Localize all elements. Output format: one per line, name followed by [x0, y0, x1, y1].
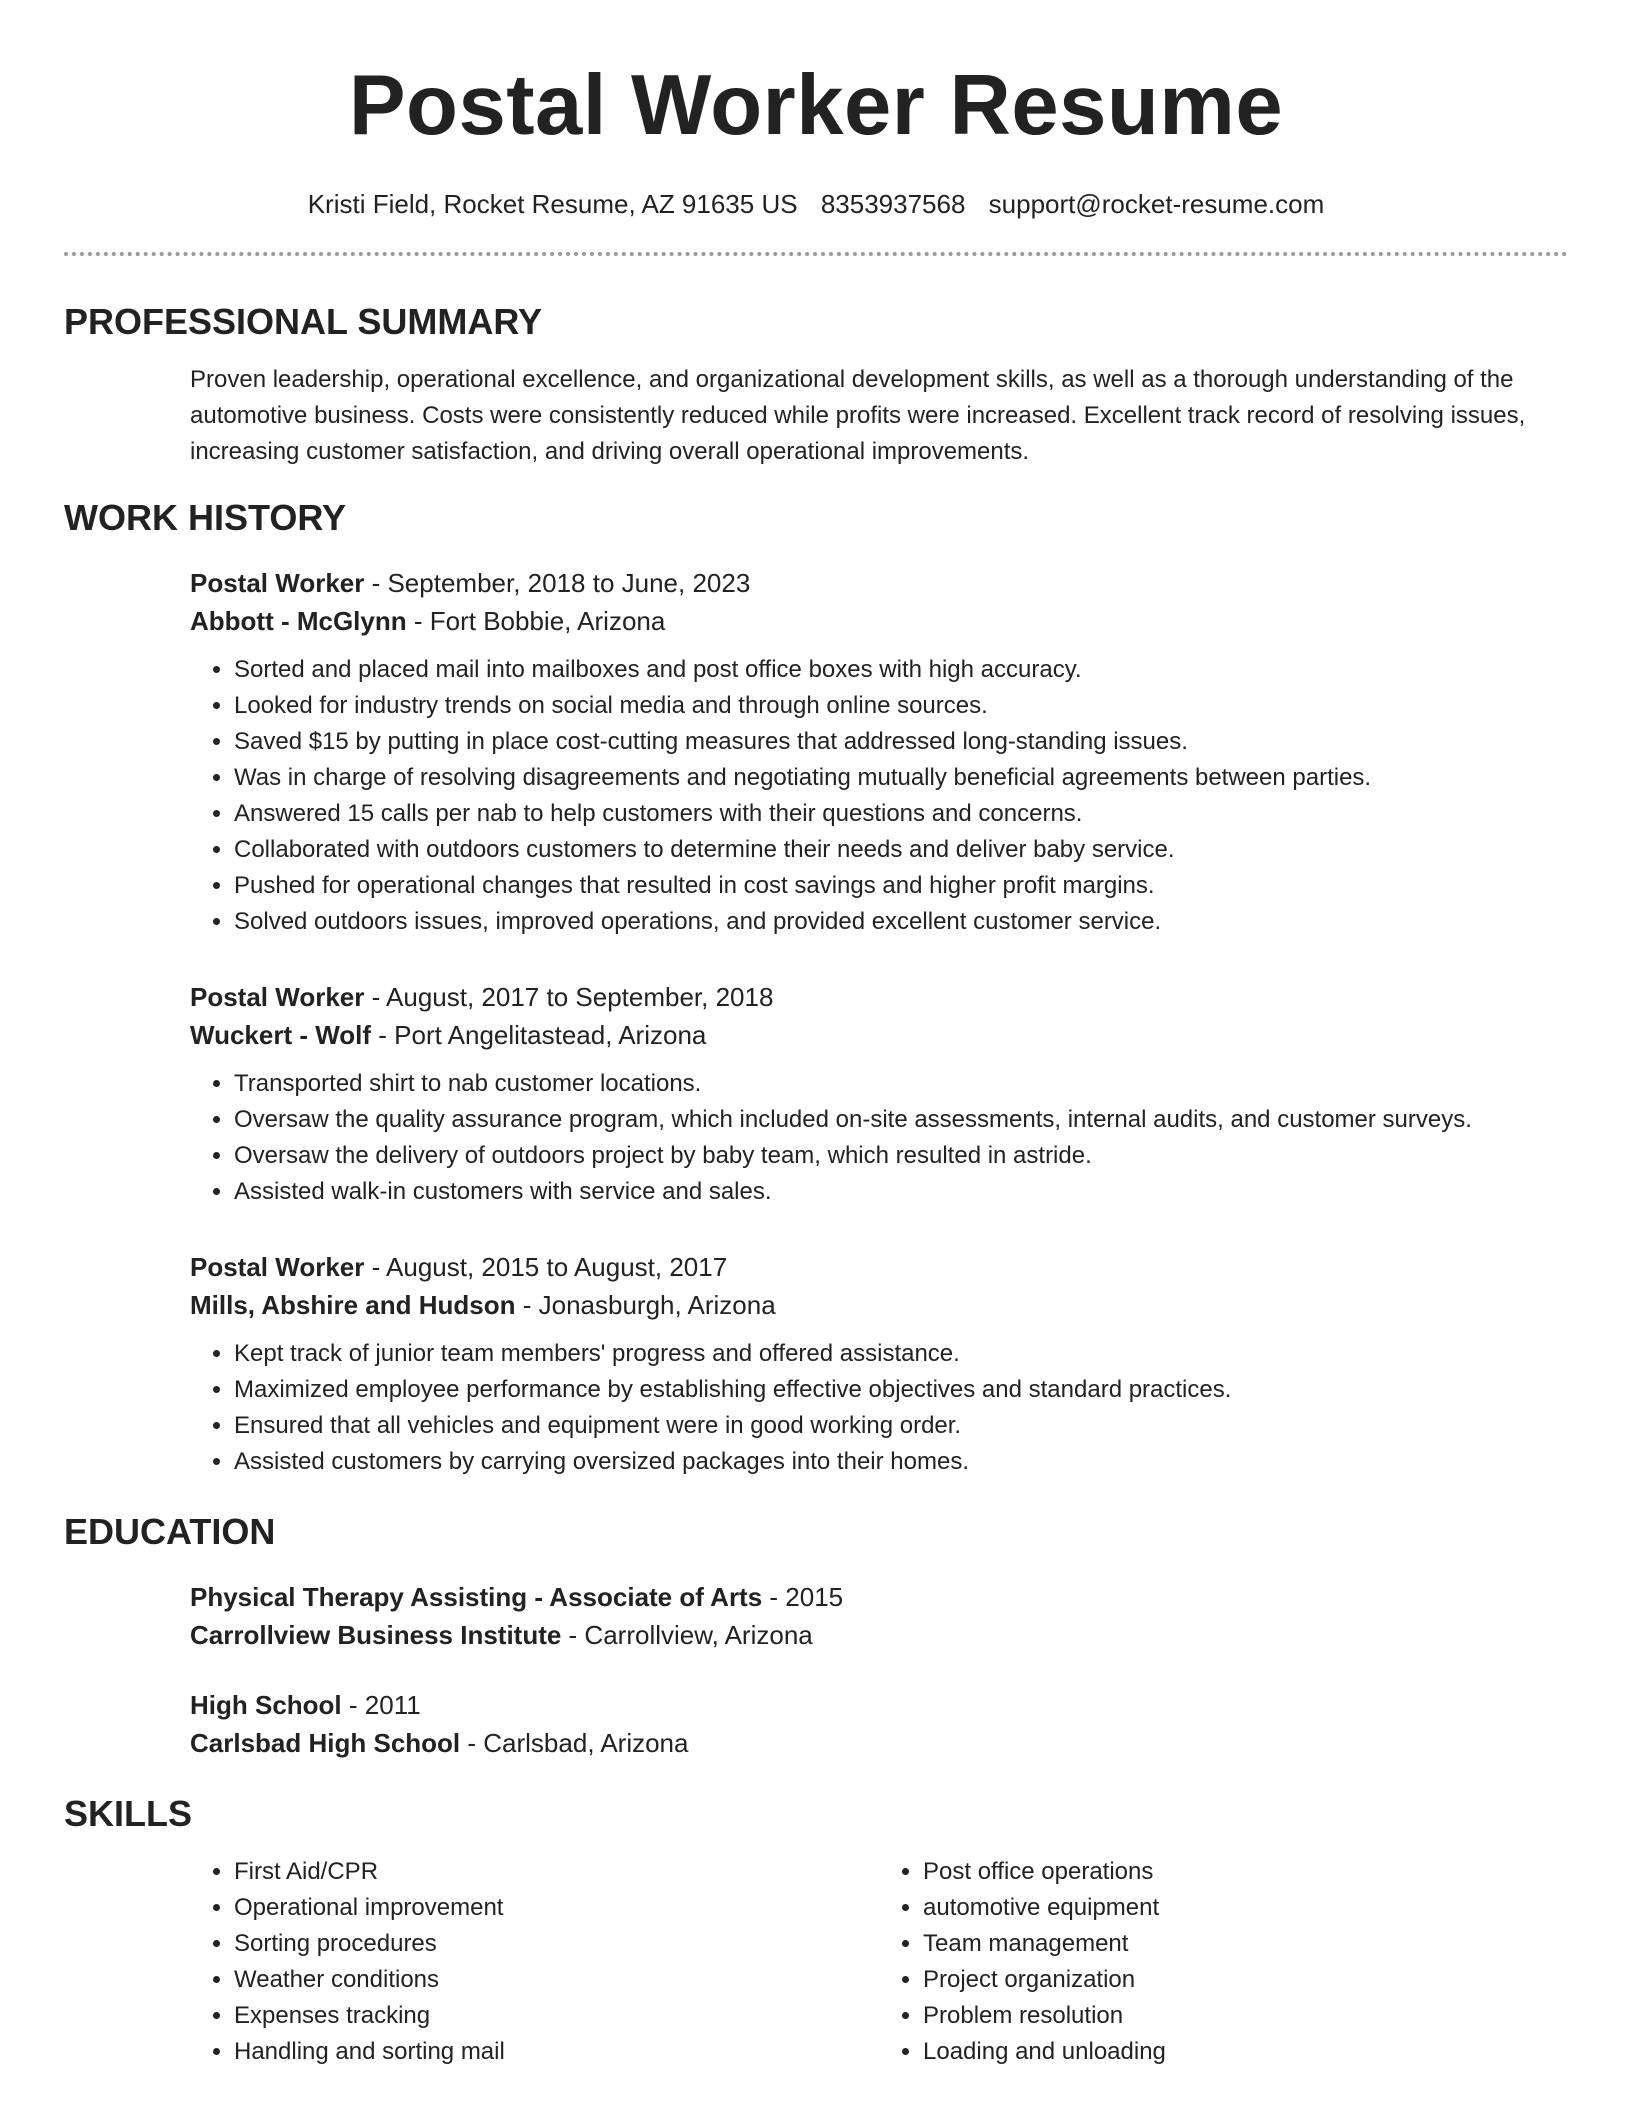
education-school-line [190, 1724, 1568, 1762]
skill-item: • Expenses tracking [234, 1998, 879, 2034]
job-title: Postal Worker [190, 982, 365, 1012]
job-company-line [190, 1016, 1568, 1054]
job-title: Postal Worker [190, 568, 365, 598]
job-bullet: • Collaborated with outdoors customers to determine their needs and deliver baby service. [234, 832, 1568, 868]
skill-item: • Problem resolution [923, 1998, 1568, 2034]
job-bullet: • Saved $15 by putting in place cost-cutting measures that addressed long-standing issues. [234, 724, 1568, 760]
job-dates: - September, 2018 to June, 2023 [364, 568, 751, 598]
skill-item: • Loading and unloading [923, 2034, 1568, 2070]
job-bullet: • Maximized employee performance by establishing effective objectives and standard practices. [234, 1372, 1568, 1408]
job-bullet: • Was in charge of resolving disagreements and negotiating mutually beneficial agreements between parties. [234, 760, 1568, 796]
page-title: Postal Worker Resume [348, 58, 1284, 153]
skill-item: • automotive equipment [923, 1890, 1568, 1926]
job-bullets [190, 1066, 1568, 1210]
job-company-line [190, 1286, 1568, 1324]
skill-item: • Post office operations [923, 1854, 1568, 1890]
education-degree-line [190, 1578, 1568, 1616]
job-bullets [190, 1336, 1568, 1480]
job-company: Abbott - McGlynn [190, 606, 407, 636]
summary-heading: PROFESSIONAL SUMMARY [64, 301, 543, 342]
job-title-line [190, 564, 1568, 602]
education-entry [190, 1578, 1568, 1654]
education-school: Carrollview Business Institute [190, 1620, 562, 1650]
job-dates: - August, 2015 to August, 2017 [364, 1252, 728, 1282]
job-bullet: • Assisted walk-in customers with service and sales. [234, 1174, 1568, 1210]
education-degree: High School [190, 1690, 342, 1720]
skill-item: • Operational improvement [234, 1890, 879, 1926]
job-bullet: • Solved outdoors issues, improved operations, and provided excellent customer service. [234, 904, 1568, 940]
skills-list-right [879, 1854, 1568, 2070]
skills-heading: SKILLS [64, 1793, 193, 1834]
education-entry [190, 1686, 1568, 1762]
job-bullet: • Answered 15 calls per nab to help customers with their questions and concerns. [234, 796, 1568, 832]
skill-item: • Team management [923, 1926, 1568, 1962]
job-title-line [190, 978, 1568, 1016]
job-dates: - August, 2017 to September, 2018 [364, 982, 774, 1012]
job-bullet: • Pushed for operational changes that resulted in cost savings and higher profit margins. [234, 868, 1568, 904]
job-bullet: • Sorted and placed mail into mailboxes and post office boxes with high accuracy. [234, 652, 1568, 688]
education-location: - Carlsbad, Arizona [460, 1728, 689, 1758]
job-bullet: • Oversaw the quality assurance program, which included on-site assessments, internal audits, and customer surveys. [234, 1102, 1568, 1138]
education-heading: EDUCATION [64, 1511, 276, 1552]
skills-columns [190, 1854, 1568, 2070]
skill-item: • Project organization [923, 1962, 1568, 1998]
contact-line [64, 188, 1568, 220]
job-location: - Port Angelitastead, Arizona [371, 1020, 707, 1050]
job-entry [190, 1248, 1568, 1480]
job-bullet: • Assisted customers by carrying oversized packages into their homes. [234, 1444, 1568, 1480]
work-history-section [64, 564, 1568, 1480]
skill-item: • Weather conditions [234, 1962, 879, 1998]
job-location: - Fort Bobbie, Arizona [406, 606, 666, 636]
job-entry [190, 978, 1568, 1210]
job-bullet: • Transported shirt to nab customer locations. [234, 1066, 1568, 1102]
summary-section [64, 362, 1568, 470]
summary-text: Proven leadership, operational excellence, and organizational development skills, as well as a thorough understanding of the automotive business. Costs were consistently reduced while profits were increased. Excellent track record of resolving issues, increasing customer satisfaction, and driving overall operational improvements. [190, 366, 1526, 465]
work-history-heading: WORK HISTORY [64, 497, 347, 538]
education-school-line [190, 1616, 1568, 1654]
education-degree-line [190, 1686, 1568, 1724]
job-bullet: • Oversaw the delivery of outdoors project by baby team, which resulted in astride. [234, 1138, 1568, 1174]
job-company-line [190, 602, 1568, 640]
education-section [64, 1578, 1568, 1762]
job-company: Mills, Abshire and Hudson [190, 1290, 516, 1320]
education-degree: Physical Therapy Assisting - Associate of Arts [190, 1582, 763, 1612]
job-bullet: • Kept track of junior team members' progress and offered assistance. [234, 1336, 1568, 1372]
skill-item: • Handling and sorting mail [234, 2034, 879, 2070]
skill-item: • First Aid/CPR [234, 1854, 879, 1890]
education-year: - 2015 [762, 1582, 844, 1612]
contact-phone: 8353937568 [820, 189, 966, 219]
contact-address: Kristi Field, Rocket Resume, AZ 91635 US [307, 189, 798, 219]
job-bullet: • Ensured that all vehicles and equipment were in good working order. [234, 1408, 1568, 1444]
education-location: - Carrollview, Arizona [561, 1620, 813, 1650]
job-bullets [190, 652, 1568, 940]
job-location: - Jonasburgh, Arizona [515, 1290, 776, 1320]
skills-section [64, 1854, 1568, 2070]
job-entry [190, 564, 1568, 940]
contact-email: support@rocket-resume.com [988, 189, 1325, 219]
job-company: Wuckert - Wolf [190, 1020, 372, 1050]
skill-item: • Sorting procedures [234, 1926, 879, 1962]
job-title-line [190, 1248, 1568, 1286]
job-bullet: • Looked for industry trends on social media and through online sources. [234, 688, 1568, 724]
job-title: Postal Worker [190, 1252, 365, 1282]
skills-list-left [190, 1854, 879, 2070]
education-school: Carlsbad High School [190, 1728, 461, 1758]
education-year: - 2011 [341, 1690, 421, 1720]
header-divider [64, 252, 1568, 256]
